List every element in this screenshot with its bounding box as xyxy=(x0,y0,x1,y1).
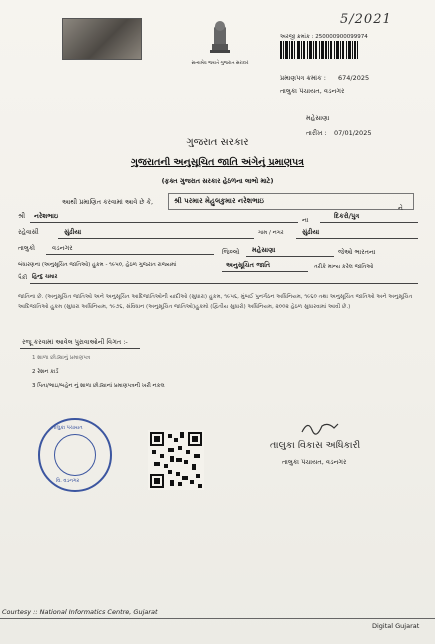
caste-label: પૈકી xyxy=(18,275,28,281)
constitution-text: બંધારણના (અનુસૂચિત જાતિઓ) હુકમ - ૧૯૫૦, હેઠળ ગુજરાત રાજ્યમાં xyxy=(18,262,177,268)
evidence-item: 3 પિતા/ભાઇ/બહેન નું શાળા છોડ્યાનાં પ્રમાણપત્રની ખરી નકલ xyxy=(32,383,165,389)
certificate-subtitle: (ફક્ત ગુજરાત સરકાર હેઠળના લાભો માટે) xyxy=(161,177,274,185)
resident-line xyxy=(58,238,254,239)
office-seal xyxy=(38,418,112,492)
cert-office: તાલુકા પંચાયત, વડનગર xyxy=(280,87,345,95)
barcode-icon xyxy=(280,41,358,59)
officer-title: તાલુકા વિકાસ અધિકારી xyxy=(270,440,361,451)
caste-type-line xyxy=(222,271,308,272)
emblem-caption: સત્યમેવ જયતે ગુજરાત સરકાર xyxy=(191,61,249,66)
state-label: જેઓ ભારતના xyxy=(338,248,376,256)
district-line xyxy=(246,256,334,257)
footer-credit: Courtesy :: National Informatics Centre, Gujarat xyxy=(2,608,158,616)
caste-value: હિન્દુ ચમાર xyxy=(32,274,58,280)
application-number: અરજી ક્રમાંક : 250000900099974 xyxy=(280,34,368,40)
signature-icon xyxy=(300,418,340,436)
date-value: 07/01/2025 xyxy=(334,129,372,137)
shri-label: શ્રી xyxy=(18,212,26,220)
footer-divider xyxy=(0,618,435,619)
qr-code-icon xyxy=(148,430,204,490)
cert-no-value: 674/2025 xyxy=(338,74,370,82)
father-name: નરેશભાઇ xyxy=(34,212,59,220)
ashoka-emblem-icon xyxy=(200,14,240,60)
evidence-heading-underline xyxy=(20,348,140,349)
tail-text: તરીકે માન્ય કરેલ જાતિઓ xyxy=(314,264,374,270)
seal-bottom-text: વિ. વડનગર xyxy=(56,478,80,484)
applicant-photo xyxy=(62,18,142,60)
officer-office: તાલુકા પંચાયત, વડનગર xyxy=(282,458,347,466)
caste-type: અનુસૂચિત જાતિ xyxy=(226,261,271,269)
evidence-heading: રજૂ કરવામાં આવેલ પુરાવાઓની વિગત :- xyxy=(22,338,128,346)
certificate-title: ગુજરાતની અનુસૂચિત જાતિ અંગેનું પ્રમાણપત્ર xyxy=(130,157,305,168)
legal-paragraph: જાતિના છે. (અનુસૂચિત જાતિઓ અને અનુસૂચિત આદિજાતિઓની યાદીઓ (સુધારા) હુકમ, ૧૯૫૬, મુંબઈ પુનર્ગઠન અધિનિયમ, ૧૯૬૦ તથા અનુસૂચિત જાતિઓ અને અનુસૂચિત આદિજાતિઓ હુકમ (સુધારા અધિનિયમ, ૧૯૭૬, સંવિધાન (અનુસૂચિત જાતિઓ)હુકમો (દ્વિતીય સુધારો) અધિનિયમ, ૨૦૦૨ હેઠળ સુધારવામાં આવી છે.) xyxy=(18,294,413,310)
district-label: જિલ્લો xyxy=(222,248,240,256)
village-label: ગામ / નગર xyxy=(258,230,284,236)
district-value: મહેસાણા xyxy=(252,246,276,254)
evidence-item: 2 રેશન કાર્ડ xyxy=(32,369,59,375)
village-line xyxy=(296,238,418,239)
cert-no-label: પ્રમાણપત્ર ક્રમાંક : xyxy=(280,74,326,82)
resident-value: સુંઢીયા xyxy=(64,228,82,236)
date-label: તારીખ : xyxy=(306,129,327,137)
father-name-line xyxy=(30,222,298,223)
seal-top-text: તાલુકા પંચાયત xyxy=(52,425,83,431)
name-suffix: ને xyxy=(398,204,403,212)
govt-title: ગુજરાત સરકાર xyxy=(186,137,249,148)
taluka-value: વડનગર xyxy=(52,244,73,252)
footer-brand: Digital Gujarat xyxy=(372,622,420,630)
seal-inner-ring xyxy=(54,434,96,476)
relation-line xyxy=(320,222,418,223)
evidence-item: 1 શાળા છોડ્યાનું પ્રમાણપત્ર xyxy=(32,355,91,361)
person-name: શ્રી પરમાર મેહુલકુમાર નરેશભાઇ xyxy=(174,197,264,205)
handwritten-number: 5/2021 xyxy=(340,12,392,27)
caste-line xyxy=(30,283,418,284)
village-value: સુંઢીયા xyxy=(302,228,320,236)
taluka-label: તાલુકો xyxy=(18,244,36,252)
na-label: ના xyxy=(302,216,309,224)
taluka-line xyxy=(46,254,214,255)
cert-district: મહેસાણા xyxy=(306,114,330,122)
resident-label: રહેવાસી xyxy=(18,228,39,236)
certify-text: આથી પ્રમાણિત કરવામાં આવે છે કે, xyxy=(62,198,154,206)
relation-value: દિકરો/પુત્ર xyxy=(334,212,360,220)
